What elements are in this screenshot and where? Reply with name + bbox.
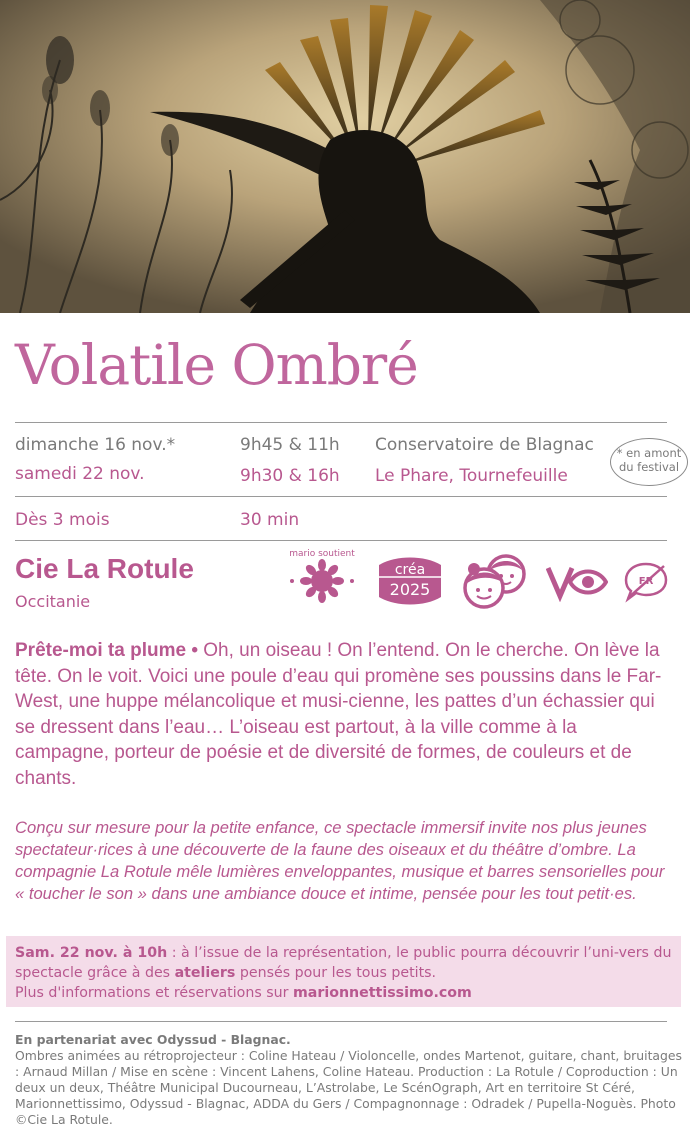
website-link[interactable]: marionnettissimo.com — [292, 985, 472, 1001]
workshop-text-1: : à l’issue de la représentation, le public pourra découvrir l’uni-vers du spectacle grâce à des — [15, 945, 672, 981]
divider — [15, 540, 667, 541]
date-2: samedi 22 nov. — [15, 464, 145, 484]
age: Dès 3 mois — [15, 510, 110, 530]
workshop-date: Sam. 22 nov. à 10h — [15, 945, 168, 961]
italic-paragraph: Conçu sur mesure pour la petite enfance, ce spectacle immersif invite nos plus jeunes spectateur·rices à une découverte de la faune des oiseaux et du théâtre d’ombre. La compagnie La Rotule mêle lumières enveloppantes, musique et barres sensorielles pour « toucher le son » dans une ambiance douce et intime, pensée pour les tout petit·es. — [15, 818, 665, 903]
note-line-2: du festival — [618, 460, 680, 474]
description-body: Oh, un oiseau ! On l’entend. On le cherche. On lève la tête. On le voit. Voici une poule d’eau qui promène ses poussins dans le Far-West, une huppe mélancolique et musi-cienne, les pattes d’un échassier qui se dressent dans l’eau… L’oiseau est partout, à la ville comme à la campagne, porteur de poésie et de diversité de formes, de couleurs et de chants. — [15, 640, 662, 789]
company-name: Cie La Rotule — [15, 553, 194, 584]
duration: 30 min — [240, 510, 300, 530]
divider — [15, 1021, 667, 1022]
note-line-1: * en amont — [616, 446, 682, 460]
place-2: Le Phare, Tournefeuille — [375, 466, 568, 486]
fr-language-icon — [622, 560, 670, 608]
time-2: 9h30 & 16h — [240, 466, 340, 486]
divider — [15, 496, 667, 497]
children-faces-icon — [460, 552, 532, 614]
festival-note — [610, 438, 688, 486]
description — [15, 638, 675, 791]
vo-eye-icon — [546, 562, 608, 606]
divider — [15, 422, 667, 423]
crea-bottom-label: 2025 — [389, 580, 431, 599]
ateliers-word: ateliers — [174, 965, 236, 981]
credits-body: Ombres animées au rétroprojecteur : Coline Hateau / Violoncelle, ondes Martenot, guitare, chant, bruitages : Arnaud Millan / Mise en scène : Vincent Lahens, Coline Hateau. Production : La Rotule / Coproduction : Un deux un deux, Théâtre Municipal Ducourneau, L’Astrolabe, Le ScénOgraph, Art en territoire St Céré, Marionnettissimo, Odyssud - Blagnac, ADDA du Gers / Compagnonnage : Odradek / Pupella-Noguès. Photo ©Cie La Rotule. — [15, 1048, 682, 1127]
show-title: Volatile Ombré — [15, 333, 418, 397]
workshop-more: Plus d'informations et réservations sur — [15, 985, 293, 1001]
description-lead: Prête-moi ta plume — [15, 640, 187, 661]
place-1: Conservatoire de Blagnac — [375, 435, 594, 455]
mario-label: mario soutient — [289, 549, 355, 559]
time-1: 9h45 & 11h — [240, 435, 340, 455]
crea-top-label: créa — [394, 562, 426, 578]
vo-label: VO — [546, 562, 548, 563]
fr-label: FR — [638, 576, 654, 587]
hero-photo — [0, 0, 690, 313]
crea-2025-icon — [375, 553, 445, 613]
bullet: • — [186, 640, 204, 661]
mario-soutient-icon — [287, 547, 357, 619]
region: Occitanie — [15, 592, 91, 611]
workshop-text-2: pensés pour les tous petits. — [235, 965, 437, 981]
partner-line: En partenariat avec Odyssud - Blagnac. — [15, 1032, 291, 1047]
workshop-text — [15, 943, 675, 1003]
date-1: dimanche 16 nov.* — [15, 435, 176, 455]
credits — [15, 1032, 687, 1128]
